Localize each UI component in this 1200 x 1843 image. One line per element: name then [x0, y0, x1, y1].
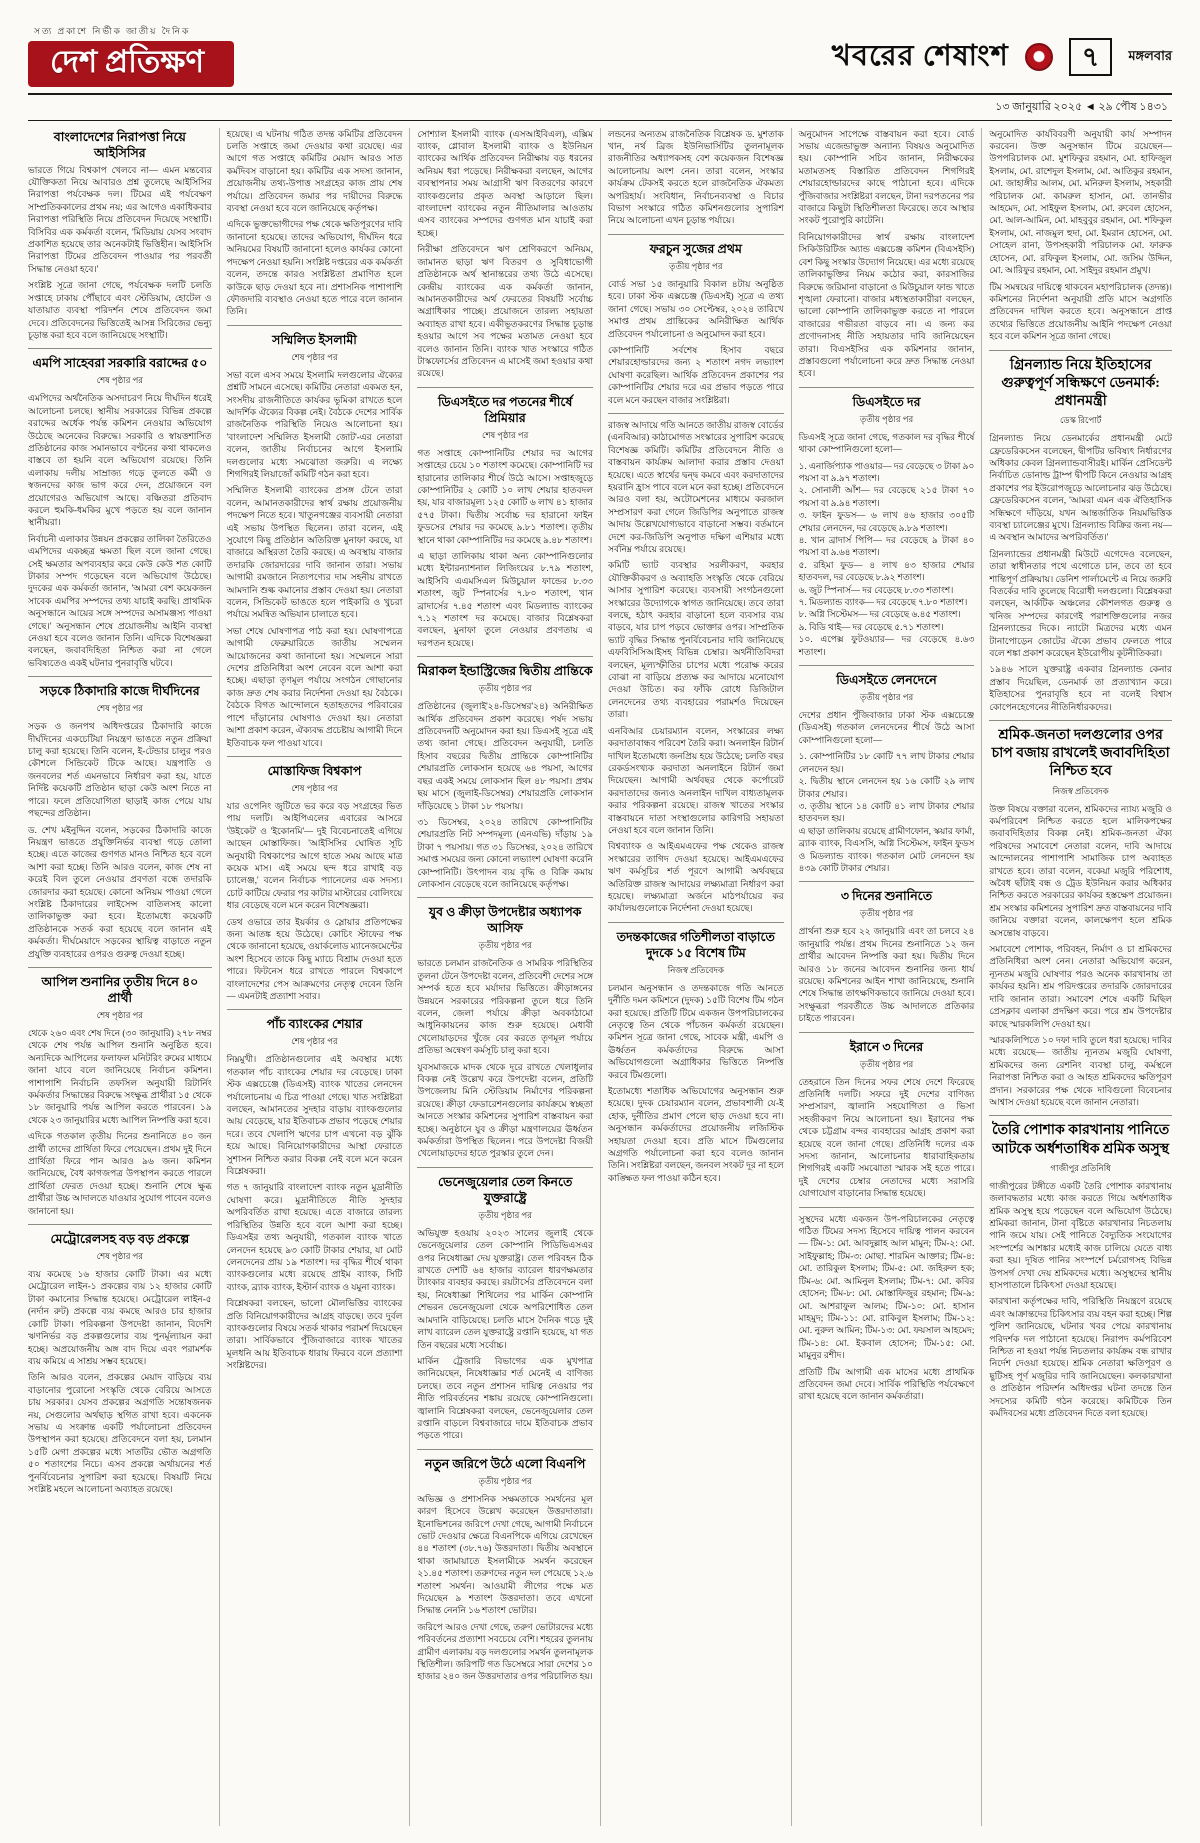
article-paragraph: প্রতিষ্ঠানের (জুলাই'২৪-ডিসেম্বর'২৪) অনিরীক্ষিত আর্থিক প্রতিবেদন প্রকাশ করেছে। পর্ষদ সভায় প্রতিবেদনটি অনুমোদন করা হয়। ডিএসই সূত্রে এই তথ্য জানা গেছে। প্রতিবেদন অনুযায়ী, চলতি হিসাব বছরের দ্বিতীয় প্রান্তিকে কোম্পানিটির শেয়ারপ্রতি লোকসান হয়েছে ৬৪ পয়সা, আগের বছর একই সময়ে লোকসান ছিল ৪৮ পয়সা। প্রথম ছয় মাসে (জুলাই-ডিসেম্বর) শেয়ারপ্রতি লোকসান দাঁড়িয়েছে ১ টাকা ১৮ পয়সায়।: [417, 701, 593, 811]
article-headline: পাঁচ ব্যাংকের শেয়ার: [266, 1017, 363, 1032]
article-headline: তদন্তকাজের গতিশীলতা বাড়াতে দুদকে ১৫ বিশেষ টিম: [616, 929, 775, 960]
article-paragraph: এনবিআর চেয়ারম্যান বলেন, সংস্কারের লক্ষ্য করদাতাবান্ধব পরিবেশ তৈরি করা। অনলাইন রিটার্ন দাখিল ইতোমধ্যে জনপ্রিয় হয়ে উঠেছে; চলতি বছর রেকর্ডসংখ্যক করদাতা অনলাইনে রিটার্ন জমা দিয়েছেন। আগামী অর্থবছর থেকে কর্পোরেট করদাতাদের জন্যও অনলাইন দাখিল বাধ্যতামূলক করার পরিকল্পনা রয়েছে। রাজস্ব খাতের সংস্কার বাস্তবায়নে দাতা সংস্থাগুলোর কারিগরি সহায়তা নেওয়া হবে বলে জানান তিনি।: [608, 725, 784, 835]
article: [989, 350, 1172, 714]
article-kicker: তৃতীয় পৃষ্ঠার পর: [859, 692, 914, 703]
article-list-line: ৯. বিডি থাই— দর বেড়েছে ৫.৭১ শতাংশ।: [798, 621, 944, 632]
article-paragraph: ভারতে গিয়ে বিশ্বকাপ খেলবে না— এমন মন্তব্যের যৌক্তিকতা নিয়ে আবারও প্রশ্ন তুলেছে আইসিসির নিরাপত্তা পর্যবেক্ষক দল। টিমের এই পর্যবেক্ষণ সাম্প্রতিককালের প্রথম নয়; এর আগেও একাধিকবার নিরাপত্তা পরিস্থিতি নিয়ে প্রতিবেদন দিয়েছে সংস্থাটি। বিসিবির এক কর্মকর্তা বলেন, 'মিডিয়ায় যেসব সংবাদ প্রকাশিত হয়েছে তার অনেকটাই ভিত্তিহীন। আইসিসি নিরাপত্তা টিমের প্রতিবেদন পাওয়ার পর পরবর্তী সিদ্ধান্ত নেওয়া হবে।': [28, 164, 212, 274]
article-paragraph: এ ছাড়া তালিকায় থাকা অন্য কোম্পানিগুলোর মধ্যে ইন্টারন্যাশনাল লিজিংয়ের ৮.৭৯ শতাংশ, আইসিবি এএমসিএল মিউচুয়াল ফান্ডের ৮.৩৩ শতাংশ, জুট স্পিনার্সের ৭.৮০ শতাংশ, খান ব্রাদার্সের ৭.৪৫ শতাংশ এবং মিডল্যান্ড ব্যাংকের ৭.১২ শতাংশ দর কমেছে। বাজার বিশ্লেষকরা বলছেন, মুনাফা তুলে নেওয়ার প্রবণতায় এ দরপতন হয়েছে।: [417, 551, 593, 648]
paper-emblem-icon: [1025, 43, 1053, 71]
article-paragraph: হয়েছে। এ ঘটনায় গঠিত তদন্ত কমিটির প্রতিবেদন চলতি সপ্তাহে জমা দেওয়ার কথা রয়েছে। এর আগে গত সপ্তাহে কমিটির মেয়াদ আরও সাত কর্মদিবস বাড়ানো হয়। কমিটির এক সদস্য জানান, প্রয়োজনীয় তথ্য-উপাত্ত সংগ্রহের কাজ প্রায় শেষ পর্যায়ে। প্রতিবেদন জমার পর দায়ীদের বিরুদ্ধে ব্যবস্থা নেওয়া হবে বলে জানিয়েছে কর্তৃপক্ষ।: [226, 128, 403, 214]
article-paragraph: সড়ক ও জনপথ অধিদপ্তরের ঠিকাদারি কাজে দীর্ঘদিনের একচেটিয়া নিয়ন্ত্রণ ভাঙতে নতুন প্রক্রিয়া চালু করা হয়েছে। তিনি বলেন, ই-টেন্ডার চালুর পরও কৌশলে সিন্ডিকেট টিকে আছে। যন্ত্রপাতি ও জনবলের শর্ত এমনভাবে নির্ধারণ করা হয়, যাতে নির্দিষ্ট কয়েকটি প্রতিষ্ঠান ছাড়া কেউ অংশ নিতে না পারে। ফলে প্রতিযোগিতা ছাড়াই কাজ পেয়ে যায় পছন্দের প্রতিষ্ঠান।: [28, 721, 212, 819]
article-paragraph: প্রার্থনা শুরু হবে ২২ জানুয়ারি এবং তা চলবে ২৪ জানুয়ারি পর্যন্ত। প্রথম দিনের শুনানিতে ১২ জন প্রার্থীর আবেদন নিষ্পত্তি করা হয়। দ্বিতীয় দিনে আরও ১৮ জনের আবেদন শুনানির জন্য ধার্য রয়েছে। কমিশনের আইন শাখা জানিয়েছে, শুনানি শেষে সিদ্ধান্ত তাৎক্ষণিকভাবে জানিয়ে দেওয়া হবে। সংক্ষুব্ধরা পরবর্তীতে উচ্চ আদালতে প্রতিকার চাইতে পারবেন।: [798, 926, 975, 1024]
article-paragraph: তেহরানে তিন দিনের সফর শেষে দেশে ফিরেছে প্রতিনিধি দলটি। সফরে দুই দেশের বাণিজ্য সম্প্রসারণ, জ্বালানি সহযোগিতা ও ভিসা সহজীকরণ নিয়ে আলোচনা হয়। ইরানের পক্ষ থেকে চট্টগ্রাম বন্দর ব্যবহারের আগ্রহ প্রকাশ করা হয়েছে বলে জানা গেছে। প্রতিনিধি দলের এক সদস্য জানান, আলোচনার ধারাবাহিকতায় শিগগিরই একটি সমঝোতা স্মারক সই হতে পারে। দুই দেশের চেম্বার নেতাদের মধ্যে সরাসরি যোগাযোগ বাড়ানোর সিদ্ধান্ত হয়েছে।: [798, 1076, 975, 1199]
article-headline: ভেনেজুয়েলার তেল কিনতে যুক্তরাষ্ট্রে: [437, 1174, 573, 1205]
column-5: [791, 128, 982, 1826]
article: [608, 922, 784, 1185]
article-kicker: তৃতীয় পৃষ্ঠার পর: [859, 1058, 914, 1069]
article-headline: ইরানে ৩ দিনের: [849, 1039, 924, 1054]
article: [227, 756, 403, 1003]
article-headline: ডিএসইতে দর পতনের শীর্ষে প্রিমিয়ার: [437, 394, 573, 425]
article: [799, 128, 975, 380]
article-paragraph: তিনি আরও বলেন, প্রকল্পের মেয়াদ বাড়িয়ে ব্যয় বাড়ানোর পুরোনো সংস্কৃতি থেকে বেরিয়ে আসতে চায় সরকার। যেসব প্রকল্পের অগ্রগতি সন্তোষজনক নয়, সেগুলোর অর্থছাড় স্থগিত রাখা হবে। একনেক সভায় এ সংক্রান্ত একটি পর্যালোচনা প্রতিবেদন উপস্থাপন করা হয়েছে। প্রতিবেদনে বলা হয়, চলমান ১৫টি মেগা প্রকল্পের মধ্যে সাতটির ভৌত অগ্রগতি ৫০ শতাংশের নিচে। এসব প্রকল্পে অর্থায়নের শর্ত পুনর্বিবেচনার সুপারিশ করা হয়েছে। বিষয়টি নিয়ে সংশ্লিষ্ট মহলে আলোচনা অব্যাহত রয়েছে।: [28, 1372, 212, 1494]
article-paragraph: নিম্নমুখী। প্রতিষ্ঠানগুলোর এই অবস্থার মধ্যে গতকাল পাঁচ ব্যাংকের শেয়ার দর বেড়েছে। ঢাকা স্টক এক্সচেঞ্জে (ডিএসই) ব্যাংক খাতের লেনদেন পর্যালোচনায় এ চিত্র পাওয়া গেছে। খাত সংশ্লিষ্টরা বলছেন, আমানতের সুদহার বাড়ায় ব্যাংকগুলোর আয় বেড়েছে, যার ইতিবাচক প্রভাব পড়েছে শেয়ার দরে। তবে খেলাপি ঋণের চাপ এখনো বড় ঝুঁকি হয়ে আছে। বিনিয়োগকারীদের আস্থা ফেরাতে সুশাসন নিশ্চিত করার বিকল্প নেই বলে মনে করেন বিশ্লেষকরা।: [226, 1054, 403, 1177]
article-paragraph: ডিএসই সূত্রে জানা গেছে, গতকাল দর বৃদ্ধির শীর্ষে থাকা কোম্পানিগুলো হলো—: [798, 431, 975, 455]
masthead: [28, 24, 234, 87]
article: [417, 128, 593, 380]
article: [28, 1224, 212, 1495]
section-title: খবরের শেষাংশ: [831, 39, 1009, 72]
page-number: ৭: [1069, 38, 1113, 76]
article-paragraph: প্রতিটি টিম আগামী এক মাসের মধ্যে প্রাথমিক প্রতিবেদন জমা দেবে। সার্বিক পরিস্থিতি পর্যবেক্ষণে রাখা হয়েছে বলে জানান কর্মকর্তারা।: [798, 1366, 975, 1402]
article-headline: গ্রিনল্যান্ড নিয়ে ইতিহাসের গুরুত্বপূর্ণ সন্ধিক্ষণে ডেনমার্ক: প্রধানমন্ত্রী: [1001, 357, 1160, 409]
article: [799, 1032, 975, 1200]
article-headline: আপিল শুনানির তৃতীয় দিনে ৪০ প্রার্থী: [41, 974, 199, 1005]
article-paragraph: নিরীক্ষা প্রতিবেদনে ঋণ শ্রেণিকরণে অনিয়ম, জামানত ছাড়া ঋণ বিতরণ ও সুবিধাভোগী প্রতিষ্ঠানকে অর্থ স্থানান্তরের তথ্য উঠে এসেছে। কেন্দ্রীয় ব্যাংকের এক কর্মকর্তা জানান, আমানতকারীদের অর্থ ফেরতের বিষয়টি সর্বোচ্চ অগ্রাধিকার পাচ্ছে। প্রয়োজনে তারল্য সহায়তা অব্যাহত রাখা হবে। একীভূতকরণের সিদ্ধান্ত চূড়ান্ত হওয়ার আগে সব পক্ষের মতামত নেওয়া হবে বলেও জানান তিনি। ব্যাংক খাত সংস্কারে গঠিত টাস্কফোর্সের প্রতিবেদন এ মাসেই জমা হওয়ার কথা রয়েছে।: [417, 244, 593, 379]
article-headline: যুব ও ক্রীড়া উপদেষ্টার অধ্যাপক আসিফ: [428, 905, 582, 936]
article: [28, 348, 212, 669]
article-kicker: তৃতীয় পৃষ্ঠার পর: [669, 260, 723, 271]
article-kicker: তৃতীয় পৃষ্ঠার পর: [478, 940, 532, 951]
article-paragraph: কোম্পানিটি সর্বশেষ হিসাব বছরে শেয়ারহোল্ডারদের জন্য ২ শতাংশ নগদ লভ্যাংশ ঘোষণা করেছিল। আর্থিক প্রতিবেদন প্রকাশের পর কোম্পানিটির শেয়ার দরে এর প্রভাব পড়তে পারে বলে মনে করছেন বাজার সংশ্লিষ্টরা।: [608, 344, 784, 405]
article-headline: মোস্তাফিজ বিশ্বকাপ: [267, 763, 362, 778]
article-paragraph: ভারতে চলমান রাজনৈতিক ও সামরিক পরিস্থিতির তুলনা টেনে উপদেষ্টা বলেন, প্রতিবেশী দেশের সঙ্গে সম্পর্ক হতে হবে মর্যাদার ভিত্তিতে। ক্রীড়াঙ্গনের উন্নয়নে সরকারের পরিকল্পনা তুলে ধরে তিনি বলেন, জেলা পর্যায়ে ক্রীড়া অবকাঠামো আধুনিকায়নের কাজ শুরু হয়েছে। মেধাবী খেলোয়াড়দের খুঁজে বের করতে তৃণমূল পর্যায়ে প্রতিভা অন্বেষণ কর্মসূচি চালু করা হবে।: [417, 958, 593, 1056]
article: [989, 1115, 1172, 1419]
article: [989, 128, 1172, 343]
article-list-line: এ ছাড়া তালিকায় রয়েছে গ্রামীণফোন, স্কয়ার ফার্মা, ব্র্যাক ব্যাংক, বিএসসি, অগ্নি সিস্টেমস, ফাইন ফুডস ও মিডল্যান্ড ব্যাংক। গতকাল মোট লেনদেন হয় ৪৩৯ কোটি টাকার শেয়ার।: [798, 825, 975, 873]
article-kicker: গাজীপুর প্রতিনিধি: [1050, 1162, 1111, 1173]
column-2: [219, 128, 410, 1826]
article-paragraph: বিশ্লেষকরা বলছেন, ভালো মৌলভিত্তির ব্যাংকের প্রতি বিনিয়োগকারীদের আগ্রহ বাড়ছে। তবে দুর্বল ব্যাংকগুলোর বিষয়ে সতর্ক থাকার পরামর্শ দিয়েছেন তারা। সার্বিকভাবে পুঁজিবাজারে ব্যাংক খাতের মূলধনি আয় ইতিবাচক ধারায় ফিরবে বলে প্রত্যাশা সংশ্লিষ্টদের।: [226, 1298, 403, 1371]
article-kicker: শেষ পৃষ্ঠার পর: [96, 1251, 143, 1262]
article-kicker: তৃতীয় পৃষ্ঠার পর: [859, 908, 914, 919]
article: [799, 387, 975, 658]
article-paragraph: এমপিদের অর্থনৈতিক অসদাচরণ নিয়ে দীর্ঘদিন ধরেই আলোচনা চলছে। স্থানীয় সরকারের বিভিন্ন প্রকল্পে বরাদ্দের অর্ধেক পর্যন্ত কমিশন নেওয়ার অভিযোগ উঠেছে অনেকের বিরুদ্ধে। সরকারি ও স্বায়ত্তশাসিত প্রতিষ্ঠানের কাজ সমানভাবে বণ্টনের কথা থাকলেও বাস্তবে তা হয়নি বলে অভিযোগ রয়েছে। তিনি এলাকায় দলীয় সাম্রাজ্য গড়ে তুলতে কর্মী ও স্বজনদের কাজ ভাগ করে দেন, প্রয়োজনে বল প্রয়োগেরও অভিযোগ আছে। বঞ্চিতরা প্রতিবাদ করলে হুমকি-ধমকির মুখে পড়তে হয় বলে জানান স্থানীয়রা।: [28, 393, 212, 528]
article-paragraph: কারখানা কর্তৃপক্ষের দাবি, পরিস্থিতি নিয়ন্ত্রণে রয়েছে এবং আক্রান্তদের চিকিৎসার ব্যয় বহন করা হচ্ছে। শিল্প পুলিশ জানিয়েছে, ঘটনার খবর পেয়ে কারখানায় পরিদর্শক দল পাঠানো হয়েছে। নিরাপদ কর্মপরিবেশ নিশ্চিত না হওয়া পর্যন্ত নিচতলার কার্যক্রম বন্ধ রাখার নির্দেশ দেওয়া হয়েছে। শ্রমিক নেতারা ক্ষতিপূরণ ও ছুটিসহ পূর্ণ মজুরির দাবি জানিয়েছেন। কলকারখানা ও প্রতিষ্ঠান পরিদর্শন অধিদপ্তর ঘটনা তদন্তে তিন সদস্যের কমিটি গঠন করেছে। কমিটিকে তিন কর্মদিবসের মধ্যে প্রতিবেদন দিতে বলা হয়েছে।: [989, 1296, 1172, 1419]
article-paragraph: অনুমোদন সাপেক্ষে বাস্তবায়ন করা হবে। বোর্ড সভায় এজেন্ডাভুক্ত অন্যান্য বিষয়ও অনুমোদিত হয়। কোম্পানি সচিব জানান, নিরীক্ষকের মতামতসহ বিস্তারিত প্রতিবেদন শিগগিরই শেয়ারহোল্ডারদের কাছে পাঠানো হবে। এদিকে পুঁজিবাজার সংশ্লিষ্টরা বলছেন, টানা দরপতনের পর বাজারে কিছুটা স্থিতিশীলতা ফিরেছে। তবে আস্থার সংকট পুরোপুরি কাটেনি।: [798, 128, 975, 226]
article-kicker: শেষ পৃষ্ঠার পর: [291, 1036, 338, 1047]
article-paragraph: সোশ্যাল ইসলামী ব্যাংক (এসআইবিএল), এক্সিম ব্যাংক, গ্লোবাল ইসলামী ব্যাংক ও ইউনিয়ন ব্যাংকের আর্থিক প্রতিবেদন নিরীক্ষায় বড় ধরনের অনিয়ম ধরা পড়েছে। নিরীক্ষকরা বলছেন, আগের ব্যবস্থাপনার সময় আগ্রাসী ঋণ বিতরণের কারণে ব্যাংকগুলোর প্রকৃত অবস্থা আড়ালে ছিল। বাংলাদেশ ব্যাংকের নতুন নীতিমালার আওতায় এসব ব্যাংকের সম্পদের গুণগত মান যাচাই করা হচ্ছে।: [417, 128, 593, 238]
article-paragraph: থেকে ২৬০ এবং শেষ দিনে (৩০ জানুয়ারি) ২৭৮ নম্বর থেকে শেষ পর্যন্ত আপিল শুনানি অনুষ্ঠিত হবে। অন্যদিকে আপিলের ফলাফল মনিটরিং রুমের মাধ্যমে জানা যাবে বলে জানিয়েছে নির্বাচন কমিশন। পাশাপাশি নির্বাচনি তফসিল অনুযায়ী রিটার্নিং কর্মকর্তার সিদ্ধান্তের বিরুদ্ধে সংক্ষুব্ধ প্রার্থীরা ১৫ থেকে ১৮ জানুয়ারি পর্যন্ত আপিল করতে পারবেন। ১৯ থেকে ২৩ জানুয়ারির মধ্যে আপিল নিষ্পত্তি করা হবে।: [28, 1027, 212, 1125]
article-kicker: তৃতীয় পৃষ্ঠার পর: [859, 413, 914, 424]
date-rule: [28, 120, 1172, 121]
article-list-line: ২. দ্বিতীয় স্থানে লেনদেন হয় ১৬ কোটি ২৯ লাখ টাকার শেয়ার।: [798, 776, 975, 799]
article-list-line: ৭. মিডল্যান্ড ব্যাংক— দর বেড়েছে ৭.৮০ শতাংশ।: [798, 597, 968, 608]
column-4: [600, 128, 791, 1826]
article-kicker: নিজস্ব প্রতিবেদক: [1052, 785, 1109, 796]
article: [799, 881, 975, 1024]
article: [417, 656, 593, 890]
article-paragraph: সমাবেশে পোশাক, পরিবহন, নির্মাণ ও চা শ্রমিকদের প্রতিনিধিরা অংশ নেন। নেতারা অভিযোগ করেন, ন্যূনতম মজুরি ঘোষণার পরও অনেক কারখানায় তা কার্যকর হয়নি। শ্রম পরিদপ্তরের তদারকি জোরদারের দাবি জানান তারা। সমাবেশ শেষে একটি মিছিল প্রেসক্লাব এলাকা প্রদক্ষিণ করে। পরে শ্রম উপদেষ্টার কাছে স্মারকলিপি দেওয়া হয়।: [989, 944, 1172, 1029]
article-paragraph: গত সপ্তাহে কোম্পানিটির শেয়ার দর আগের সপ্তাহের চেয়ে ১০ শতাংশ কমেছে। কোম্পানিটি দর হারানোর তালিকার শীর্ষে উঠে আসে। সপ্তাহজুড়ে কোম্পানিটির ২ কোটি ১০ লাখ শেয়ার হাতবদল হয়, যার বাজারমূল্য ১২৫ কোটি ৬ লাখ ৪১ হাজার ৫৭৫ টাকা। দ্বিতীয় সর্বোচ্চ দর হারানো ফাইন ফুডসের শেয়ার দর কমেছে ৯.৮১ শতাংশ। তৃতীয় স্থানে থাকা কোম্পানিটির দর কমেছে ৯.৪৮ শতাংশ।: [417, 447, 593, 545]
article-headline: বাংলাদেশের নিরাপত্তা নিয়ে আইসিসির: [53, 129, 186, 160]
article-paragraph: সংশ্লিষ্ট সূত্রে জানা গেছে, পর্যবেক্ষক দলটি চলতি সপ্তাহে ঢাকায় পৌঁছাবে এবং স্টেডিয়াম, হোটেল ও যাতায়াত ব্যবস্থা পরিদর্শন শেষে প্রতিবেদন জমা দেবে। প্রতিবেদনের ভিত্তিতেই আসন্ন সিরিজের ভেন্যু চূড়ান্ত করা হবে বলে জানিয়েছে সংস্থাটি।: [28, 280, 212, 340]
article-kicker: শেষ পৃষ্ঠার পর: [482, 429, 529, 440]
article-headline: এমপি সাহেবরা সরকারি বরাদ্দের ৫০: [32, 356, 208, 371]
article-headline: মেট্রোরেলসহ বড় বড় প্রকল্পে: [50, 1232, 190, 1247]
article: [608, 128, 784, 227]
article-list-line: ১. এনার্জিপ্যাক পাওয়ার— দর বেড়েছে ৩ টাকা ৯০ পয়সা বা ৯.৯৭ শতাংশ।: [798, 460, 975, 483]
article: [608, 234, 784, 406]
article-paragraph: এদিকে গতকাল তৃতীয় দিনের শুনানিতে ৪০ জন প্রার্থী তাদের প্রার্থিতা ফিরে পেয়েছেন। প্রথম দুই দিনে প্রার্থিতা ফিরে পান আরও ৯৬ জন। কমিশন জানিয়েছে, বৈধ কাগজপত্র উপস্থাপন করতে পারলে প্রার্থিতা ফেরত দেওয়া হচ্ছে। শুনানি শেষে ক্ষুব্ধ প্রার্থীরা উচ্চ আদালতে যাওয়ার সুযোগ পাবেন বলেও জানানো হয়।: [28, 1131, 212, 1216]
page-header: [28, 24, 1172, 87]
article-headline: সড়কে ঠিকাদারি কাজে দীর্ঘদিনের: [40, 684, 200, 699]
article: [799, 1207, 975, 1403]
article: [28, 967, 212, 1217]
article-paragraph: টিম সমন্বয়ের দায়িত্বে থাকবেন মহাপরিচালক (তদন্ত)। কমিশনের নির্দেশনা অনুযায়ী প্রতি মাসে অগ্রগতি প্রতিবেদন দাখিল করতে হবে। অনুসন্ধানে প্রাপ্ত তথ্যের ভিত্তিতে প্রয়োজনীয় আইনি পদক্ষেপ নেওয়া হবে বলে কমিশন সূত্রে জানা গেছে।: [989, 281, 1172, 342]
article: [227, 128, 403, 318]
masthead-logo: দেশ প্রতিক্ষণ: [28, 41, 234, 87]
article-kicker: নিজস্ব প্রতিবেদক: [667, 964, 724, 975]
article-paragraph: বোর্ড সভা ১৫ জানুয়ারি বিকাল ৪টায় অনুষ্ঠিত হবে। ঢাকা স্টক এক্সচেঞ্জ (ডিএসই) সূত্রে এ তথ্য জানা গেছে। সভায় ৩০ সেপ্টেম্বর, ২০২৪ তারিখে সমাপ্ত প্রথম প্রান্তিকের অনিরীক্ষিত আর্থিক প্রতিবেদন পর্যালোচনা ও অনুমোদন করা হবে।: [608, 278, 784, 339]
article-headline: ডিএসইতে লেনদেনে: [836, 673, 937, 688]
article-headline: সম্মিলিত ইসলামী: [272, 332, 357, 347]
column-1: [28, 128, 219, 1826]
article-kicker: শেষ পৃষ্ঠার পর: [96, 375, 143, 386]
article: [799, 665, 975, 874]
article-paragraph: সুস্থদের মধ্যে একজন উপ-পরিচালকের নেতৃত্বে গঠিত টিমের সদস্য হিসেবে দায়িত্ব পালন করবেন— টিম-১: মো. আবদুল্লাহ আল মামুন; টিম-২: মো. সাইফুল্লাহ; টিম-৩: মোছা. শারমিন আক্তার; টিম-৪: মো. তারিকুল ইসলাম; টিম-৫: মো. জহিরুল হক; টিম-৬: মো. আমিনুল ইসলাম; টিম-৭: মো. কবির হোসেন; টিম-৮: মো. মোস্তাফিজুর রহমান; টিম-৯: মো. আশরাফুল আলম; টিম-১০: মো. হাসান মাহমুদ; টিম-১১: মো. রাকিবুল ইসলাম; টিম-১২: মো. নুরুল আমিন; টিম-১৩: মো. ফয়সাল আহমেদ; টিম-১৪: মো. ইকবাল হোসেন; টিম-১৫: মো. মামুনুর রশীদ।: [798, 1213, 975, 1361]
article-list-line: ৪. খান ব্রাদার্স পিপি— দর বেড়েছে ৯ টাকা ৪০ পয়সা বা ৯.৬৪ শতাংশ।: [798, 535, 975, 558]
article-headline: ৩ দিনের শুনানিতে: [840, 889, 933, 904]
date-row: [28, 95, 1172, 120]
article-paragraph: গাজীপুরের টঙ্গীতে একটি তৈরি পোশাক কারখানায় জলাবদ্ধতার মধ্যে কাজ করতে গিয়ে অর্ধশতাধিক শ্রমিক অসুস্থ হয়ে পড়েছেন বলে অভিযোগ উঠেছে। শ্রমিকরা জানান, টানা বৃষ্টিতে কারখানার নিচতলায় পানি জমে যায়। সেই পানিতে বৈদ্যুতিক সংযোগের সংস্পর্শের আশঙ্কার মধ্যেই কাজ চালিয়ে যেতে বাধ্য করা হয়। দূষিত পানির সংস্পর্শে চর্মরোগসহ বিভিন্ন উপসর্গ দেখা দেয় শ্রমিকদের মধ্যে। অসুস্থদের স্থানীয় হাসপাতালে চিকিৎসা দেওয়া হয়েছে।: [989, 1180, 1172, 1290]
columns: [28, 128, 1172, 1826]
article-list-line: ১০. এপেক্স ফুটওয়্যার— দর বেড়েছে ৪.৬৩ শতাংশ।: [798, 634, 975, 657]
article-headline: তৈরি পোশাক কারখানায় পানিতে আটকে অর্ধশতাধিক শ্রমিক অসুস্থ: [992, 1123, 1170, 1157]
article-paragraph: এদিকে ভুক্তভোগীদের পক্ষ থেকে ক্ষতিপূরণের দাবি জানানো হয়েছে। তাদের অভিযোগ, দীর্ঘদিন ধরে অনিয়মের বিষয়টি জানানো হলেও কার্যকর কোনো পদক্ষেপ নেওয়া হয়নি। সংশ্লিষ্ট দপ্তরের এক কর্মকর্তা বলেন, তদন্তে কারও সংশ্লিষ্টতা প্রমাণিত হলে কাউকে ছাড় দেওয়া হবে না। প্রশাসনিক পাশাপাশি ফৌজদারি ব্যবস্থাও নেওয়া হতে পারে বলে জানান তিনি।: [226, 219, 403, 317]
article-paragraph: গ্রিনল্যান্ড নিয়ে ডেনমার্কের প্রধানমন্ত্রী মেটে ফ্রেডেরিকসেন বলেছেন, দ্বীপটির ভবিষ্যৎ নির্ধারণের অধিকার কেবল গ্রিনল্যান্ডবাসীরই। মার্কিন প্রেসিডেন্ট নির্বাচিত ডোনাল্ড ট্রাম্প দ্বীপটি কিনে নেওয়ার আগ্রহ প্রকাশের পর ইউরোপজুড়ে আলোচনার ঝড় উঠেছে। ফ্রেডেরিকসেন বলেন, 'আমরা এমন এক ঐতিহাসিক সন্ধিক্ষণে দাঁড়িয়ে, যখন আন্তর্জাতিক নিয়মভিত্তিক ব্যবস্থা চ্যালেঞ্জের মুখে। গ্রিনল্যান্ড বিক্রির জন্য নয়— এ অবস্থান আমাদের অপরিবর্তিত।': [989, 433, 1172, 543]
article-paragraph: ডেথ ওভারে তার ইয়র্কার ও স্লোয়ার প্রতিপক্ষের জন্য আতঙ্ক হয়ে উঠেছে। কোচিং স্টাফের পক্ষ থেকে জানানো হয়েছে, ওয়ার্কলোড ম্যানেজমেন্টের অংশ হিসেবে তাকে কিছু ম্যাচে বিশ্রাম দেওয়া হতে পারে। ফিটনেস ধরে রাখতে পারলে বিশ্বকাপে বাংলাদেশের পেস আক্রমণের নেতৃত্ব দেবেন তিনি— এমনটাই প্রত্যাশা সবার।: [226, 916, 403, 1002]
article-paragraph: ব্যয় কমেছে ১৬ হাজার কোটি টাকা। এর মধ্যে মেট্রোরেল লাইন-১ প্রকল্পের ব্যয় ১২ হাজার কোটি টাকা কমানোর সিদ্ধান্ত হয়েছে। মেট্রোরেল লাইন-৫ (নর্দান রুট) প্রকল্পে ব্যয় কমছে আরও চার হাজার কোটি টাকা। পরিকল্পনা উপদেষ্টা জানান, বিদেশি ঋণনির্ভর বড় প্রকল্পগুলোর ব্যয় পুনর্মূল্যায়ন করা হচ্ছে। অপ্রয়োজনীয় অঙ্গ বাদ দিয়ে এবং পরামর্শক ব্যয় কমিয়ে এ সাশ্রয় সম্ভব হয়েছে।: [28, 1269, 212, 1366]
article-paragraph: অভিজ্ঞ ও প্রশাসনিক সক্ষমতাকে সমর্থনের মূল কারণ হিসেবে উল্লেখ করেছেন উত্তরদাতারা। ইনোভিশনের জরিপে দেখা গেছে, আগামী নির্বাচনে ভোট দেওয়ার ক্ষেত্রে বিএনপিকে এগিয়ে রেখেছেন ৪৪ শতাংশ (৩৮.৭৬) উত্তরদাতা। দ্বিতীয় অবস্থানে থাকা জামায়াতে ইসলামীকে সমর্থন করেছেন ২১.৪৫ শতাংশ। তরুণদের নতুন দল পেয়েছে ১২.৬ শতাংশ সমর্থন। আওয়ামী লীগের পক্ষে মত দিয়েছেন ৯ শতাংশ উত্তরদাতা। তবে এখনো সিদ্ধান্ত নেননি ১৬ শতাংশ ভোটার।: [417, 1493, 593, 1616]
article-paragraph: রাজস্ব আদায়ে গতি আনতে জাতীয় রাজস্ব বোর্ডের (এনবিআর) কাঠামোগত সংস্কারের সুপারিশ করেছে বিশেষজ্ঞ কমিটি। কমিটির প্রতিবেদনে নীতি ও বাস্তবায়ন কার্যক্রম আলাদা করার প্রস্তাব দেওয়া হয়েছে। এতে স্বার্থের দ্বন্দ্ব কমবে এবং করদাতাদের হয়রানি হ্রাস পাবে বলে মনে করা হচ্ছে। প্রতিবেদনে আরও বলা হয়, অটোমেশনের মাধ্যমে করজাল সম্প্রসারণ করা গেলে জিডিপির অনুপাতে রাজস্ব আদায় উল্লেখযোগ্যভাবে বাড়ানো সম্ভব। বর্তমানে দেশে কর-জিডিপি অনুপাত দক্ষিণ এশিয়ার মধ্যে সর্বনিম্ন পর্যায়ে রয়েছে।: [608, 419, 784, 555]
article-list-line: ৬. জুট স্পিনার্স— দর বেড়েছে ৮.৩৩ শতাংশ।: [798, 584, 954, 595]
article-paragraph: ১৯৪৬ সালে যুক্তরাষ্ট্র একবার গ্রিনল্যান্ড কেনার প্রস্তাব দিয়েছিল, ডেনমার্ক তা প্রত্যাখ্যান করে। ইতিহাসের পুনরাবৃত্তি হবে না বলেই বিশ্বাস কোপেনহেগেনের নীতিনির্ধারকদের।: [989, 664, 1172, 712]
article-kicker: শেষ পৃষ্ঠার পর: [291, 782, 338, 793]
article: [417, 897, 593, 1160]
article-headline: শ্রমিক-জনতা দলগুলোর ওপর চাপ বজায় রাখলেই জবাবদিহিতা নিশ্চিত হবে: [991, 728, 1170, 780]
article-paragraph: যুবসমাজকে মাদক থেকে দূরে রাখতে খেলাধুলার বিকল্প নেই উল্লেখ করে উপদেষ্টা বলেন, প্রতিটি উপজেলায় মিনি স্টেডিয়াম নির্মাণের পরিকল্পনা রয়েছে। ক্রীড়া ফেডারেশনগুলোর কার্যক্রমে স্বচ্ছতা আনতে সংস্কার কমিশনের সুপারিশ বাস্তবায়ন করা হচ্ছে। অনুষ্ঠানে যুব ও ক্রীড়া মন্ত্রণালয়ের ঊর্ধ্বতন কর্মকর্তারা উপস্থিত ছিলেন। পরে উপদেষ্টা বিজয়ী খেলোয়াড়দের হাতে পুরস্কার তুলে দেন।: [417, 1061, 593, 1159]
article-paragraph: মার্কিন ট্রেজারি বিভাগের এক মুখপাত্র জানিয়েছেন, নিষেধাজ্ঞার শর্ত মেনেই এ বাণিজ্য চলছে। তবে নতুন প্রশাসন দায়িত্ব নেওয়ার পর নীতি পরিবর্তনের শঙ্কায় রয়েছে কোম্পানিগুলো। জ্বালানি বিশ্লেষকরা বলছেন, ভেনেজুয়েলার তেল রপ্তানি বাড়লে বিশ্ববাজারে দামে ইতিবাচক প্রভাব পড়তে পারে।: [417, 1355, 593, 1441]
article-headline: নতুন জরিপে উঠে এলো বিএনপি: [424, 1456, 586, 1471]
article-kicker: শেষ পৃষ্ঠার পর: [96, 703, 143, 714]
article-paragraph: বিশ্বব্যাংক ও আইএমএফের পক্ষ থেকেও রাজস্ব সংস্কারের তাগিদ দেওয়া হয়েছে। আইএমএফের ঋণ কর্মসূচির শর্ত পূরণে আগামী অর্থবছরে অতিরিক্ত রাজস্ব আদায়ের লক্ষ্যমাত্রা নির্ধারণ করা হয়েছে। লক্ষ্যমাত্রা অর্জনে মাঠপর্যায়ের কর কার্যালয়গুলোকে নির্দেশনা দেওয়া হয়েছে।: [608, 841, 784, 914]
article-paragraph: কমিটি ভ্যাট ব্যবস্থার সরলীকরণ, করহার যৌক্তিকীকরণ ও অব্যাহতি সংস্কৃতি থেকে বেরিয়ে আসার সুপারিশ করেছে। ব্যবসায়ী সংগঠনগুলো সংস্কারের উদ্যোগকে স্বাগত জানিয়েছে। তবে তারা বলছে, হঠাৎ করহার বাড়ানো হলে ব্যবসার ব্যয় বাড়বে, যার চাপ পড়বে ভোক্তার ওপর। সাম্প্রতিক ভ্যাট বৃদ্ধির সিদ্ধান্ত পুনর্বিবেচনার দাবি জানিয়েছে এফবিসিসিআইসহ বিভিন্ন চেম্বার। অর্থনীতিবিদরা বলছেন, মূল্যস্ফীতির চাপের মধ্যে পরোক্ষ করের বোঝা না বাড়িয়ে প্রত্যক্ষ কর আদায়ে মনোযোগ দেওয়া উচিত। কর ফাঁকি রোধে ডিজিটাল লেনদেনের তথ্য ব্যবহারের পরামর্শও দিয়েছেন তারা।: [608, 560, 784, 720]
article-paragraph: ড. শেখ মইনুদ্দিন বলেন, সড়কের ঠিকাদারি কাজে নিয়ন্ত্রণ ভাঙতে প্রযুক্তিনির্ভর ব্যবস্থা গড়ে তোলা হচ্ছে। এতে কাজের গুণগত মানও নিশ্চিত হবে বলে আশা করা হচ্ছে। তিনি আরও বলেন, কাজ শেষ না করেই বিল তুলে নেওয়ার প্রবণতা বন্ধে তদারকি জোরদার করা হয়েছে। কোনো অনিয়ম পাওয়া গেলে সংশ্লিষ্ট ঠিকাদারের লাইসেন্স বাতিলসহ কালো তালিকাভুক্ত করা হবে। ইতোমধ্যে কয়েকটি প্রতিষ্ঠানকে সতর্ক করা হয়েছে বলে জানান এই কর্মকর্তা। দীর্ঘমেয়াদে সড়কের স্থায়িত্ব বাড়াতে নতুন প্রযুক্তি ব্যবহারের ওপরও গুরুত্ব দেওয়া হচ্ছে।: [28, 824, 212, 959]
column-3: [409, 128, 600, 1826]
article: [227, 1009, 403, 1371]
article: [608, 413, 784, 915]
article-kicker: ডেস্ক রিপোর্ট: [1059, 415, 1102, 426]
article-kicker: তৃতীয় পৃষ্ঠার পর: [478, 1475, 532, 1486]
article-list-line: ৮. অগ্নি সিস্টেমস— দর বেড়েছে ৬.৪৫ শতাংশ।: [798, 609, 961, 620]
article: [989, 720, 1172, 1108]
article-headline: ডিএসইতে দর: [852, 394, 921, 409]
article: [227, 325, 403, 749]
article-list-line: ১. কোম্পানিটির ১৮ কোটি ৭৭ লাখ টাকার শেয়ার লেনদেন হয়।: [798, 751, 975, 774]
article-paragraph: ৩১ ডিসেম্বর, ২০২৪ তারিখে কোম্পানিটির শেয়ারপ্রতি নিট সম্পদমূল্য (এনএভি) দাঁড়ায় ১৯ টাকা ৭ পয়সায়। গত ৩১ ডিসেম্বর, ২০২৪ তারিখে সমাপ্ত সময়ের জন্য কোনো লভ্যাংশ ঘোষণা করেনি কোম্পানিটি। উৎপাদন ব্যয় বৃদ্ধি ও বিক্রি কমায় লোকসান বেড়েছে বলে জানিয়েছে কর্তৃপক্ষ।: [417, 816, 593, 889]
article-kicker: শেষ পৃষ্ঠার পর: [291, 351, 338, 362]
column-6: [981, 128, 1172, 1826]
article-paragraph: সভা বলে এসব সময়ে ইসলামি দলগুলোর ঐক্যের প্রশ্নটি সামনে এসেছে। কমিটির নেতারা একমত হন, সংসদীয় রাজনীতিতে কার্যকর ভূমিকা রাখতে হলে আদর্শিক ঐক্যের বিকল্প নেই। বৈঠকে দেশের সার্বিক রাজনৈতিক পরিস্থিতি নিয়েও আলোচনা হয়। 'বাংলাদেশ সম্মিলিত ইসলামী জোট'-এর নেতারা বলেন, জাতীয় নির্বাচনের আগে ইসলামি দলগুলোর মধ্যে সমঝোতা জরুরি। এ লক্ষ্যে শিগগিরই লিয়াজোঁ কমিটি গঠন করা হবে।: [226, 369, 403, 479]
article-list-line: ২. সোনালী আঁশ— দর বেড়েছে ২১৫ টাকা ৭০ পয়সা বা ৯.৯৪ শতাংশ।: [798, 485, 975, 508]
article-paragraph: লন্ডনের অন্যতম রাজনৈতিক বিশ্লেষক ড. মুশতাক খান, নর্থ ব্রিজ ইউনিভার্সিটির তুলনামূলক রাজনীতির অধ্যাপকসহ বেশ কয়েকজন বিশেষজ্ঞ আলোচনায় অংশ নেন। তারা বলেন, সংস্কার কার্যক্রম টেকসই করতে হলে রাজনৈতিক ঐকমত্য অপরিহার্য। সংবিধান, নির্বাচনব্যবস্থা ও বিচার বিভাগ সংস্কারে গঠিত কমিশনগুলোর সুপারিশ নিয়ে আলোচনা এখন চূড়ান্ত পর্যায়ে।: [608, 128, 784, 226]
article: [28, 676, 212, 960]
article-kicker: তৃতীয় পৃষ্ঠার পর: [478, 1209, 532, 1220]
article-headline: ফরচুন সুজের প্রথম: [649, 241, 742, 256]
article-paragraph: গত ৭ জানুয়ারি বাংলাদেশ ব্যাংক নতুন মুদ্রানীতি ঘোষণা করে। মুদ্রানীতিতে নীতি সুদহার অপরিবর্তিত রাখা হয়েছে। এতে বাজারে তারল্য পরিস্থিতির উন্নতি হবে বলে আশা করা হচ্ছে। ডিএসইর তথ্য অনুযায়ী, গতকাল ব্যাংক খাতে লেনদেন হয়েছে ৯৩ কোটি টাকার শেয়ার, যা মোট লেনদেনের প্রায় ১৯ শতাংশ। দর বৃদ্ধির শীর্ষে থাকা ব্যাংকগুলোর মধ্যে রয়েছে প্রাইম ব্যাংক, সিটি ব্যাংক, ব্র্যাক ব্যাংক, ইস্টার্ন ব্যাংক ও যমুনা ব্যাংক।: [226, 1182, 403, 1292]
header-right: [832, 33, 1172, 87]
article: [417, 387, 593, 650]
article: [417, 1449, 593, 1683]
article-paragraph: স্মারকলিপিতে ১০ দফা দাবি তুলে ধরা হয়েছে। দাবির মধ্যে রয়েছে— জাতীয় ন্যূনতম মজুরি ঘোষণা, শ্রমিকদের জন্য রেশনিং ব্যবস্থা চালু, কর্মস্থলে নিরাপত্তা নিশ্চিত করা ও আহত শ্রমিকদের ক্ষতিপূরণ প্রদান। সরকারের পক্ষ থেকে দাবিগুলো বিবেচনার আশ্বাস দেওয়া হয়েছে বলে জানান নেতারা।: [989, 1034, 1172, 1107]
article-paragraph: উক্ত বিষয়ে বক্তারা বলেন, শ্রমিকদের ন্যায্য মজুরি ও কর্মপরিবেশ নিশ্চিত করতে হলে মালিকপক্ষের জবাবদিহিতার বিকল্প নেই। শ্রমিক-জনতা ঐক্য পরিষদের সমাবেশে নেতারা বলেন, দাবি আদায়ে আন্দোলনের পাশাপাশি সামাজিক চাপ অব্যাহত রাখতে হবে। তারা বলেন, বকেয়া মজুরি পরিশোধ, অবৈধ ছাঁটাই বন্ধ ও ট্রেড ইউনিয়ন করার অধিকার নিশ্চিত করতে সরকারের কার্যকর হস্তক্ষেপ প্রয়োজন। শ্রম সংস্কার কমিশনের সুপারিশ দ্রুত বাস্তবায়নের দাবি জানিয়ে বক্তারা বলেন, কালক্ষেপণ হলে শ্রমিক অসন্তোষ বাড়বে।: [989, 803, 1172, 938]
article-paragraph: জরিপে আরও দেখা গেছে, তরুণ ভোটারদের মধ্যে পরিবর্তনের প্রত্যাশা সবচেয়ে বেশি। শহরের তুলনায় গ্রামীণ এলাকায় বড় দলগুলোর সমর্থন তুলনামূলক স্থিতিশীল। জরিপটি গত ডিসেম্বরে সারা দেশের ১০ হাজার ২৪০ জন উত্তরদাতার ওপর পরিচালিত হয়।: [417, 1621, 593, 1682]
article-paragraph: অভিযুক্ত হওয়ায় ২০২৩ সালের জুলাই থেকে ভেনেজুয়েলার তেল কোম্পানি পিডিভিএসএর ওপর নিষেধাজ্ঞা দেয় যুক্তরাষ্ট্র। তেল পরিবহন ঠিক রাখতে দেশটি ৬৪ হাজার ব্যারেল ধারণক্ষমতার ট্যাংকার ব্যবহার করছে। রয়টার্সের প্রতিবেদনে বলা হয়, নিষেধাজ্ঞা শিথিলের পর মার্কিন কোম্পানি শেভরন ভেনেজুয়েলা থেকে অপরিশোধিত তেল আমদানি বাড়িয়েছে। চলতি মাসে দৈনিক গড়ে দুই লাখ ব্যারেল তেল যুক্তরাষ্ট্রে রপ্তানি হয়েছে, যা গত তিন বছরের মধ্যে সর্বোচ্চ।: [417, 1227, 593, 1350]
article-paragraph: অনুমোদিত কার্যবিবরণী অনুযায়ী কার্য সম্পাদন করবেন। উক্ত অনুসন্ধান টিমে রয়েছেন— উপপরিচালক মো. মুশফিকুর রহমান, মো. হাফিজুল ইসলাম, মো. রাশেদুল ইসলাম, মো. আতিকুর রহমান, মো. জাহাঙ্গীর আলম, মো. মনিরুল ইসলাম, সহকারী পরিচালক মো. কামরুল হাসান, মো. তানভীর আহমেদ, মো. সাইফুল ইসলাম, মো. রুবেল হোসেন, মো. আল-আমিন, মো. মাহবুবুর রহমান, মো. শফিকুল ইসলাম, মো. নাজমুল হুদা, মো. ইমরান হোসেন, মো. সোহেল রানা, উপসহকারী পরিচালক মো. ফারুক হোসেন, মো. রফিকুল ইসলাম, মো. জসিম উদ্দিন, মো. আরিফুর রহমান, মো. সাইদুর রহমান প্রমুখ।: [989, 128, 1172, 276]
article-paragraph: দেশের প্রধান পুঁজিবাজার ঢাকা স্টক এক্সচেঞ্জে (ডিএসই) গতকাল লেনদেনের শীর্ষে উঠে আসা কোম্পানিগুলো হলো—: [798, 710, 975, 745]
article-paragraph: নির্বাচনী এলাকার উন্নয়ন প্রকল্পের তালিকা তৈরিতেও এমপিদের একচ্ছত্র ক্ষমতা ছিল বলে জানা গেছে। সেই ক্ষমতার অপব্যবহার করে কেউ কেউ শত কোটি টাকার সম্পদ গড়েছেন বলে অভিযোগ উঠেছে। দুদকের এক কর্মকর্তা জানান, 'আমরা বেশ কয়েকজন সাবেক এমপির সম্পদের তথ্য যাচাই করছি। প্রাথমিক অনুসন্ধানে আয়ের সঙ্গে সম্পদের অসামঞ্জস্য পাওয়া গেছে।' অনুসন্ধান শেষে প্রয়োজনীয় আইনি ব্যবস্থা নেওয়া হবে বলেও জানান তিনি। এদিকে বিশেষজ্ঞরা বলছেন, জবাবদিহিতা নিশ্চিত করা না গেলে ভবিষ্যতেও একই ঘটনার পুনরাবৃত্তি ঘটবে।: [28, 533, 212, 668]
article-headline: মিরাকল ইন্ডাস্ট্রিজের দ্বিতীয় প্রান্তিকে: [417, 664, 593, 679]
article-paragraph: সভা শেষে ঘোষণাপত্র পাঠ করা হয়। ঘোষণাপত্রে আগামী ফেব্রুয়ারিতে জাতীয় সম্মেলন আয়োজনের কথা জানানো হয়। সম্মেলনে সারা দেশের প্রতিনিধিরা অংশ নেবেন বলে আশা করা হচ্ছে। এছাড়া তৃণমূল পর্যায়ে সংগঠন গোছানোর কাজ দ্রুত শেষ করার নির্দেশনা দেওয়া হয় বৈঠকে। বৈঠকে বিগত আন্দোলনে হতাহতদের পরিবারের পাশে দাঁড়ানোর ঘোষণাও দেওয়া হয়। নেতারা আশা প্রকাশ করেন, ঐক্যবদ্ধ প্রচেষ্টায় আগামী দিনে ইতিবাচক ফল পাওয়া যাবে।: [226, 625, 403, 748]
article-paragraph: বিনিয়োগকারীদের স্বার্থ রক্ষায় বাংলাদেশ সিকিউরিটিজ অ্যান্ড এক্সচেঞ্জ কমিশন (বিএসইসি) বেশ কিছু সংস্কার উদ্যোগ নিয়েছে। এর মধ্যে রয়েছে তালিকাভুক্তির নিয়ম কঠোর করা, কারসাজির বিরুদ্ধে জরিমানা বাড়ানো ও মিউচুয়াল ফান্ড খাতে শৃঙ্খলা ফেরানো। বাজার মধ্যস্থতাকারীরা বলছেন, ভালো কোম্পানি তালিকাভুক্ত করতে না পারলে বাজারের গভীরতা বাড়বে না। এ জন্য কর প্রণোদনাসহ নীতি সহায়তার দাবি জানিয়েছেন তারা। বিএসইসির এক কমিশনার জানান, প্রস্তাবগুলো পর্যালোচনা করে দ্রুত সিদ্ধান্ত নেওয়া হবে।: [798, 231, 975, 379]
article-paragraph: ইতোমধ্যে শতাধিক অভিযোগের অনুসন্ধান শুরু হয়েছে। দুদক চেয়ারম্যান বলেন, প্রভাবশালী যে-ই হোক, দুর্নীতির প্রমাণ পেলে ছাড় দেওয়া হবে না। অনুসন্ধান কর্মকর্তাদের প্রয়োজনীয় লজিস্টিক সহায়তা দেওয়া হবে। প্রতি মাসে টিমগুলোর অগ্রগতি পর্যালোচনা করা হবে বলেও জানান তিনি। সংশ্লিষ্টরা বলছেন, জনবল সংকট দূর না হলে কাঙ্ক্ষিত ফল পাওয়া কঠিন হবে।: [608, 1086, 784, 1183]
article-paragraph: গ্রিনল্যান্ডের প্রধানমন্ত্রী মিউটে এগেদেও বলেছেন, তারা স্বাধীনতার পথে এগোতে চান, তবে তা হবে শান্তিপূর্ণ প্রক্রিয়ায়। ডেনিশ পার্লামেন্টে এ নিয়ে জরুরি বিতর্কের দাবি তুলেছে বিরোধী দলগুলো। বিশ্লেষকরা বলছেন, আর্কটিক অঞ্চলের কৌশলগত গুরুত্ব ও খনিজ সম্পদের কারণেই পরাশক্তিগুলোর নজর গ্রিনল্যান্ডের দিকে। ন্যাটো মিত্রদের মধ্যে এমন টানাপোড়েন জোটের ঐক্যে প্রভাব ফেলতে পারে বলে শঙ্কা প্রকাশ করেছেন ইউরোপীয় কূটনীতিকরা।: [989, 548, 1172, 659]
masthead-tagline: সত্য প্রকাশে নির্ভীক জাতীয় দৈনিক: [34, 26, 191, 36]
article-paragraph: চলমান অনুসন্ধান ও তদন্তকাজে গতি আনতে দুর্নীতি দমন কমিশনে (দুদক) ১৫টি বিশেষ টিম গঠন করা হয়েছে। প্রতিটি টিমে একজন উপপরিচালকের নেতৃত্বে তিন থেকে পাঁচজন কর্মকর্তা রয়েছেন। কমিশন সূত্রে জানা গেছে, সাবেক মন্ত্রী, এমপি ও ঊর্ধ্বতন কর্মকর্তাদের বিরুদ্ধে আসা অভিযোগগুলো অগ্রাধিকার ভিত্তিতে নিষ্পত্তি করবে টিমগুলো।: [608, 982, 784, 1080]
article-paragraph: যার ওপেনিং জুটিতে ভর করে বড় সংগ্রহের ভিত পায় দলটি। আইপিএলের এবারের আসরে 'উইকেট' ও 'ইকোনমি'— দুই বিবেচনাতেই এগিয়ে আছেন মোস্তাফিজ। 'আইসিসির ঘোষিত সূচি অনুযায়ী বিশ্বকাপের আগে হাতে সময় আছে মাত্র কয়েক মাস। এই সময়ে ছন্দ ধরে রাখাই বড় চ্যালেঞ্জ,' বলেন নির্বাচক প্যানেলের এক সদস্য। চোট কাটিয়ে ফেরার পর কাটার মাস্টারের বোলিংয়ে ধার বেড়েছে বলে মনে করেন বিশেষজ্ঞরা।: [226, 800, 403, 911]
article: [28, 129, 212, 342]
article: [417, 1167, 593, 1442]
article-kicker: তৃতীয় পৃষ্ঠার পর: [478, 683, 532, 694]
article-list-line: ৩. তৃতীয় স্থানে ১৪ কোটি ৪১ লাখ টাকার শেয়ার হাতবদল হয়।: [798, 800, 975, 824]
article-list-line: ৫. রহিমা ফুড— ৪ লাখ ৪৩ হাজার শেয়ার হাতবদল, দর বেড়েছে ৮.৯২ শতাংশ।: [798, 559, 975, 583]
article-list-line: ৩. ফাইন ফুডস— ৬ লাখ ৪৬ হাজার ৩০৫টি শেয়ার লেনদেন, দর বেড়েছে ৯.৮৯ শতাংশ।: [798, 510, 975, 533]
article-paragraph: সম্মিলিত ইসলামী ব্যাংকের প্রসঙ্গ টেনে তারা বলেন, আমানতকারীদের স্বার্থ রক্ষায় প্রয়োজনীয় পদক্ষেপ নিতে হবে। খাতুনগঞ্জের ব্যবসায়ী নেতারা এই সভায় উপস্থিত ছিলেন। তারা বলেন, এই সুযোগে কিছু প্রতিষ্ঠান অতিরিক্ত মুনাফা করছে, যা বাজারে অস্থিরতা তৈরি করছে। এ অবস্থায় বাজার তদারকি জোরদারের দাবি জানান তারা। সভায় আগামী রমজানে নিত্যপণ্যের দাম সহনীয় রাখতে আমদানি শুল্ক কমানোর প্রস্তাব দেওয়া হয়। নেতারা বলেন, সিন্ডিকেট ভাঙতে হলে পাইকারি ও খুচরা পর্যায়ে সমন্বিত অভিযান চালাতে হবে।: [226, 485, 403, 620]
article-kicker: শেষ পৃষ্ঠার পর: [96, 1009, 143, 1020]
day-label: মঙ্গলবার: [1128, 47, 1172, 63]
date-line: ১৩ জানুয়ারি ২০২৫ ◄ ২৯ পৌষ ১৪৩১: [995, 100, 1168, 113]
